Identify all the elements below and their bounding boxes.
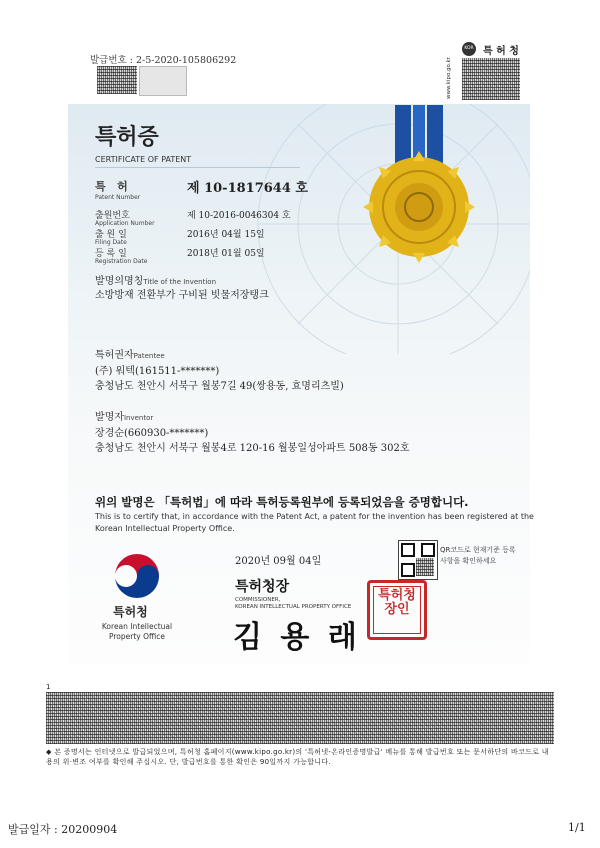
application-label: 출원번호 [95, 211, 130, 221]
medal-emblem [355, 105, 475, 265]
patentee-label-en: Patentee [133, 352, 165, 360]
patent-label-en: Patent Number [95, 194, 141, 201]
inventor-label-ko: 발명자 [95, 412, 124, 423]
filing-label-en: Filing Date [95, 239, 127, 246]
registration-label: 등 록 일 [95, 249, 127, 259]
kipo-logo-name: 특허청 [113, 605, 148, 619]
patentee-name: (주) 워텍(161511-*******) [95, 366, 220, 377]
kipo-logo-en-2: Property Office [108, 632, 165, 641]
invention-title: 소방방재 전환부가 구비된 빗물저장탱크 [95, 290, 269, 301]
certification-statement: 위의 발명은 「특허법」에 따라 특허등록원부에 등록되었음을 증명합니다. [95, 495, 469, 509]
kipo-logo-en-1: Korean Intellectual [101, 622, 173, 631]
commissioner-en-2: KOREAN INTELLECTUAL PROPERTY OFFICE [235, 604, 352, 610]
kipo-name: 특 허 청 [483, 46, 519, 57]
certificate-title: 특허증 [95, 125, 159, 150]
commissioner-title: 특허청장 [235, 579, 290, 595]
authenticity-notice: ◆ 본 증명서는 인터넷으로 발급되었으며, 특허청 홈페이지(www.kipo.go.kr)의 '특허넷-온라인증명발급' 메뉴를 통해 발급번호 또는 문서하단의 바코드로 내용의 위·변조 여부를 확인해 주십시오. 단, 발급번호를 통한 확인은 90일까지 가능합니다. [46, 748, 549, 766]
commissioner-en-1: COMMISSIONER, [235, 597, 281, 603]
invention-title-label [95, 272, 216, 287]
issue-date-footer: 발급일자 : 20200904 [8, 823, 118, 836]
issue-date: 2020년 09월 04일 [235, 556, 322, 567]
qr-note: QR코드로 현재기준 등록사항을 확인하세요 [440, 546, 516, 565]
header-barcode [462, 58, 520, 100]
invention-title-label-en: Title of the Invention [143, 278, 217, 286]
filing-label: 출 원 일 [95, 230, 127, 240]
inventor-name: 장경순(660930-*******) [95, 428, 209, 439]
patentee-label [95, 346, 165, 361]
issue-number: 발급번호 : 2-5-2020-105806292 [90, 55, 237, 66]
barcode-left [97, 66, 137, 94]
invention-title-label-ko: 발명의명칭 [95, 276, 144, 287]
filing-date: 2016년 04월 15일 [187, 230, 265, 240]
inventor-label-en: Inventor [123, 414, 154, 422]
inventor-address: 충청남도 천안시 서북구 월봉4로 120-16 월봉일성아파트 508동 302호 [95, 443, 410, 454]
registration-label-en: Registration Date [95, 258, 148, 265]
application-number: 제 10-2016-0046304 호 [187, 211, 291, 221]
page-marker: 1 [46, 683, 51, 691]
certification-statement-en: This is to certify that, in accordance with the Patent Act, a patent for the invention has been registered at the Korean Intellectual Property Office. [95, 512, 534, 533]
inventor-label [95, 408, 153, 423]
patentee-label-ko: 특허권자 [95, 350, 134, 361]
patent-label: 특 허 [95, 180, 128, 193]
kipo-badge: KOR [462, 42, 476, 56]
application-label-en: Application Number [95, 220, 155, 227]
qr-code[interactable] [398, 540, 438, 580]
registration-date: 2018년 01월 05일 [187, 249, 265, 259]
patent-number: 제 10-1817644 호 [187, 181, 308, 196]
footer-barcode[interactable] [46, 692, 554, 744]
patentee-address: 충청남도 천안시 서북구 월봉7길 49(쌍용동, 효명리츠빌) [95, 381, 344, 392]
seal-text: 특허청장인 [378, 588, 416, 617]
page-count: 1/1 [568, 821, 586, 834]
official-seal [367, 580, 427, 640]
divider [95, 167, 300, 168]
kipo-url: www.kipo.go.kr [446, 57, 452, 99]
certificate-title-en: CERTIFICATE OF PATENT [95, 155, 192, 164]
barcode-left-2 [139, 66, 187, 96]
kipo-logo-icon [107, 550, 167, 600]
commissioner-signature: 김 용 래 [233, 620, 361, 655]
